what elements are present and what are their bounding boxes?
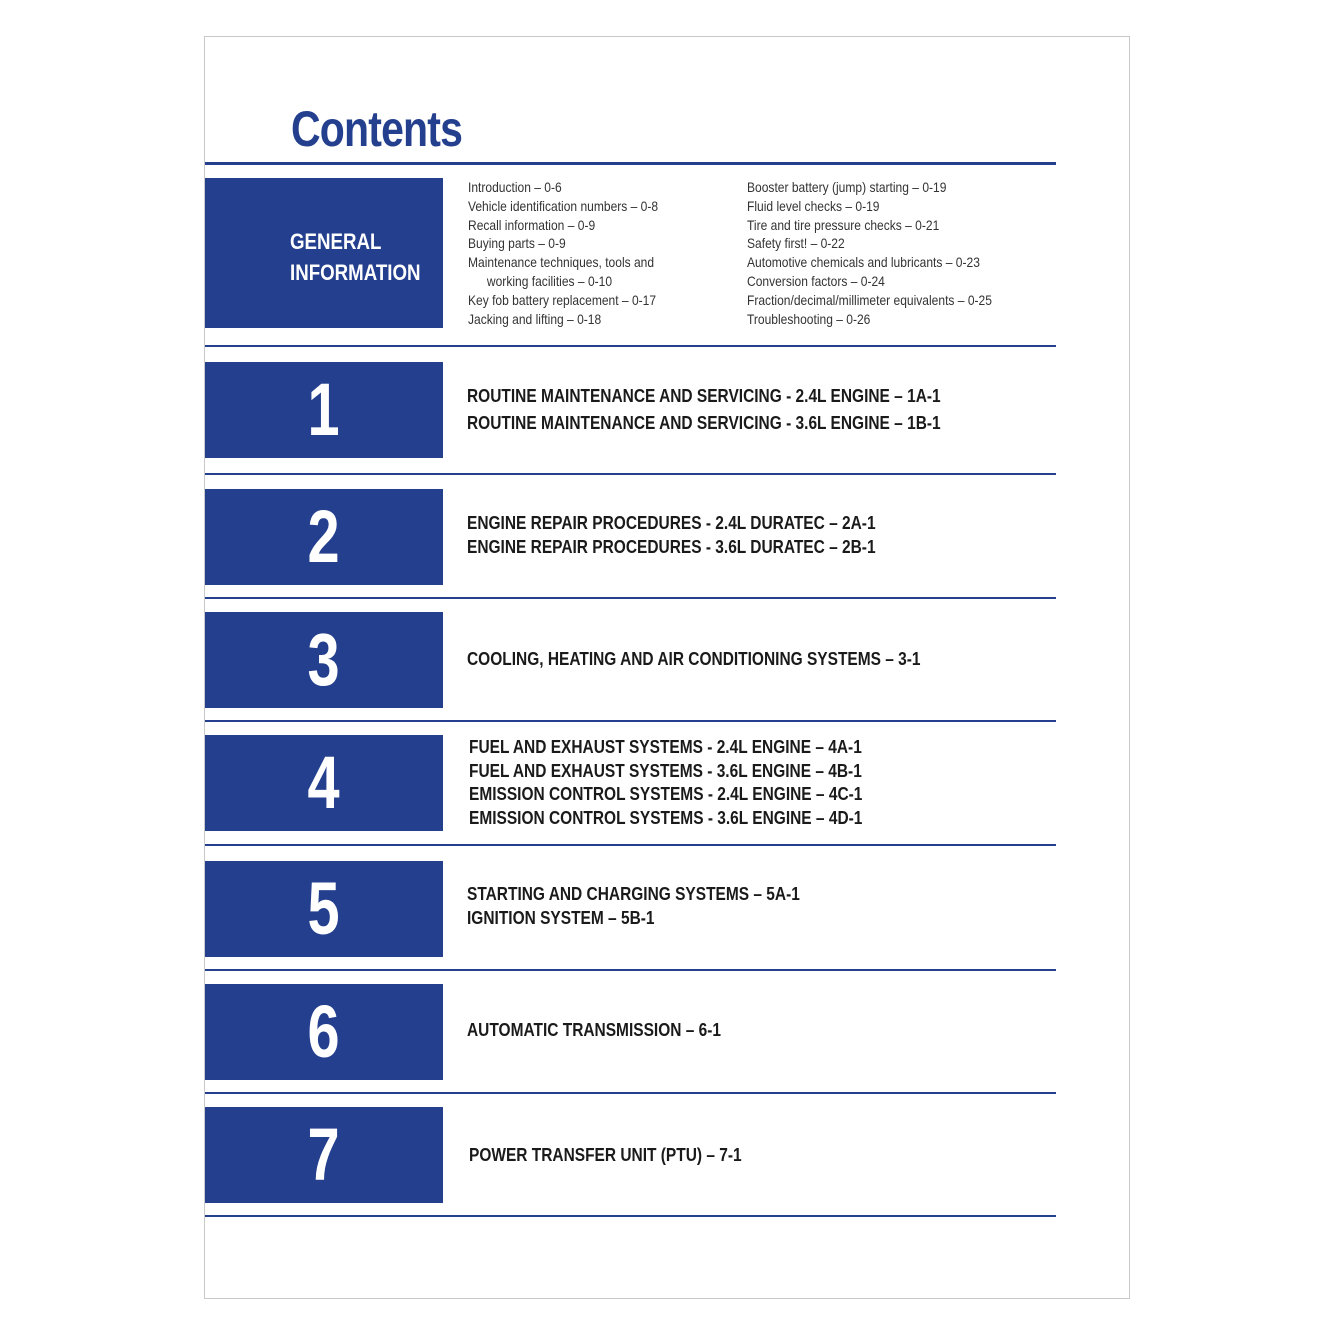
general-right-column — [747, 178, 992, 328]
general-label-line2: INFORMATION — [290, 260, 421, 285]
chapter-4-block — [205, 735, 443, 831]
section-divider — [205, 597, 1056, 599]
toc-link[interactable]: Introduction – 0-6 — [468, 179, 562, 195]
toc-link[interactable]: Vehicle identification numbers – 0-8 — [468, 197, 659, 214]
toc-link[interactable]: IGNITION SYSTEM – 5B-1 — [467, 907, 655, 928]
toc-link[interactable]: Buying parts – 0-9 — [468, 235, 566, 252]
toc-link[interactable]: Fluid level checks – 0-19 — [747, 197, 880, 214]
toc-link[interactable]: Jacking and lifting – 0-18 — [468, 310, 602, 327]
chapter-7-entries — [469, 1144, 742, 1168]
chapter-6-block — [205, 984, 443, 1080]
chapter-2-block — [205, 489, 443, 585]
section-divider — [205, 1215, 1056, 1217]
chapter-5-entries — [467, 883, 800, 930]
toc-link[interactable]: working facilities – 0-10 — [486, 272, 613, 289]
page-title: Contents — [291, 101, 463, 157]
toc-link[interactable]: Safety first! – 0-22 — [747, 235, 845, 252]
toc-link[interactable]: ENGINE REPAIR PROCEDURES - 2.4L DURATEC – 2A-1 — [467, 513, 876, 533]
chapter-number: 5 — [307, 867, 341, 950]
toc-link[interactable]: POWER TRANSFER UNIT (PTU) – 7-1 — [469, 1145, 742, 1165]
chapter-5-block — [205, 861, 443, 957]
toc-link[interactable]: AUTOMATIC TRANSMISSION – 6-1 — [467, 1020, 722, 1040]
toc-link[interactable]: Tire and tire pressure checks – 0-21 — [747, 216, 940, 233]
chapter-7-block — [205, 1107, 443, 1203]
section-divider — [205, 473, 1056, 475]
chapter-1-block — [205, 362, 443, 458]
section-divider — [205, 969, 1056, 971]
toc-link[interactable]: STARTING AND CHARGING SYSTEMS – 5A-1 — [467, 884, 800, 904]
general-info-label — [290, 226, 421, 288]
chapter-number: 1 — [307, 368, 341, 451]
chapter-number: 7 — [307, 1113, 341, 1196]
section-divider — [205, 720, 1056, 722]
general-left-column — [468, 178, 658, 328]
chapter-3-block — [205, 612, 443, 708]
toc-link[interactable]: Conversion factors – 0-24 — [747, 272, 885, 289]
toc-link[interactable]: Troubleshooting – 0-26 — [747, 310, 871, 327]
toc-link[interactable]: FUEL AND EXHAUST SYSTEMS - 3.6L ENGINE – 4B-1 — [469, 760, 862, 781]
toc-link[interactable]: ROUTINE MAINTENANCE AND SERVICING - 3.6L ENGINE – 1B-1 — [467, 413, 941, 433]
toc-link[interactable]: EMISSION CONTROL SYSTEMS - 2.4L ENGINE – 4C-1 — [469, 784, 863, 804]
chapter-number: 3 — [307, 618, 341, 701]
section-divider — [205, 844, 1056, 846]
toc-link[interactable]: Booster battery (jump) starting – 0-19 — [747, 179, 947, 195]
toc-link[interactable]: Key fob battery replacement – 0-17 — [468, 291, 657, 308]
chapter-4-entries — [469, 736, 862, 830]
section-divider — [205, 345, 1056, 347]
chapter-number: 2 — [307, 495, 341, 578]
chapter-3-entries — [467, 648, 921, 672]
toc-link[interactable]: ENGINE REPAIR PROCEDURES - 3.6L DURATEC – 2B-1 — [467, 536, 876, 557]
section-divider — [205, 1092, 1056, 1094]
chapter-2-entries — [467, 512, 876, 559]
toc-link[interactable]: Automotive chemicals and lubricants – 0-23 — [747, 254, 980, 271]
toc-link[interactable]: Recall information – 0-9 — [468, 216, 596, 233]
chapter-number: 4 — [307, 741, 341, 824]
toc-link[interactable]: FUEL AND EXHAUST SYSTEMS - 2.4L ENGINE – 4A-1 — [469, 737, 862, 757]
toc-link[interactable]: EMISSION CONTROL SYSTEMS - 3.6L ENGINE – 4D-1 — [469, 807, 863, 828]
toc-link[interactable]: ROUTINE MAINTENANCE AND SERVICING - 2.4L ENGINE – 1A-1 — [467, 386, 941, 406]
toc-link[interactable]: Fraction/decimal/millimeter equivalents – 0-25 — [747, 291, 992, 308]
toc-link[interactable]: Maintenance techniques, tools and — [468, 254, 655, 271]
chapter-6-entries — [467, 1019, 721, 1043]
chapter-number: 6 — [307, 990, 341, 1073]
general-label-line1: GENERAL — [290, 229, 382, 254]
chapter-1-entries — [467, 383, 941, 437]
toc-link[interactable]: COOLING, HEATING AND AIR CONDITIONING SYSTEMS – 3-1 — [467, 649, 921, 669]
title-rule — [205, 162, 1056, 165]
